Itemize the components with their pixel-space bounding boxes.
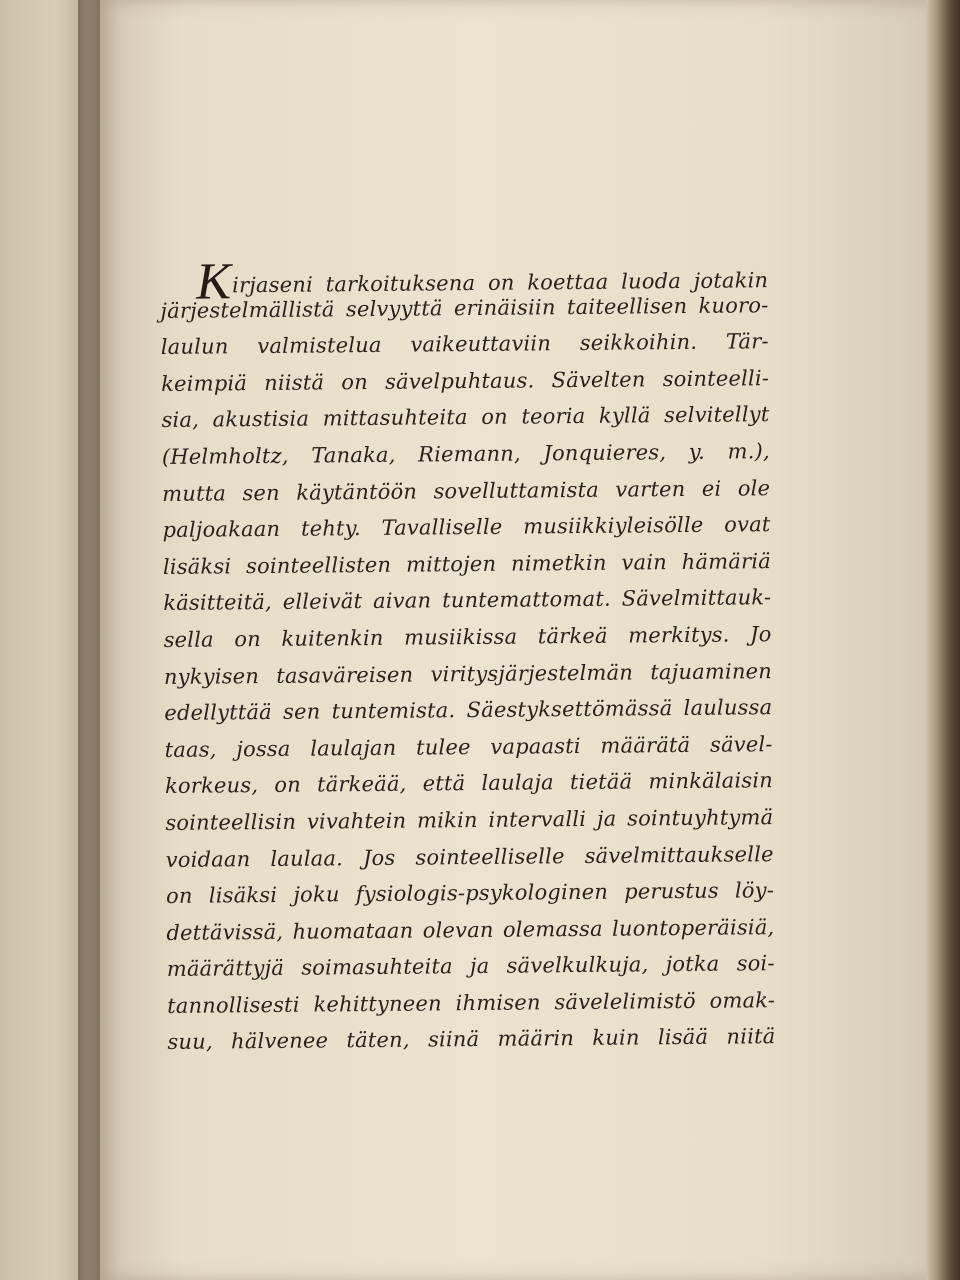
word: lisäksi: [208, 882, 278, 908]
text-line: [161, 366, 769, 408]
word: siinä: [427, 1027, 480, 1052]
word: täten,: [346, 1028, 410, 1053]
word: merkitys.: [628, 622, 730, 648]
word: keimpiä: [161, 370, 248, 396]
word: voidaan: [165, 846, 251, 872]
word: akustisia: [212, 406, 310, 432]
word: kuoro-: [698, 292, 769, 318]
word: on: [274, 772, 302, 798]
word: viritysjärjestelmän: [430, 660, 634, 686]
word: vain: [621, 549, 668, 575]
word: olevan: [422, 917, 494, 943]
body-text: [160, 253, 776, 1067]
word: aivan: [372, 588, 432, 614]
word: laulussa: [683, 695, 773, 721]
text-line: [167, 988, 775, 1030]
word: sointuyhtymä: [627, 805, 774, 831]
word: paljoakaan: [162, 517, 281, 543]
text-line: [164, 659, 772, 701]
word: omak-: [709, 988, 776, 1013]
word: määrätä: [600, 732, 691, 758]
word: hämäriä: [681, 548, 771, 574]
text-line: [163, 585, 771, 627]
word: järjestelmällistä: [160, 296, 335, 323]
word: laulaa.: [270, 845, 344, 871]
word: taiteellisen: [566, 293, 688, 319]
drop-initial: K: [195, 253, 232, 311]
word: sovelluttamista: [433, 477, 600, 503]
word: sointeelliselle: [415, 843, 565, 870]
word: Riemann,: [417, 441, 521, 467]
word: laulaja: [481, 770, 554, 796]
word: sella: [163, 627, 214, 652]
word: löy-: [734, 878, 775, 903]
word: Sävelmittauk-: [621, 585, 772, 611]
word: hälvenee: [230, 1028, 329, 1054]
word: musiikkiyleisölle: [523, 512, 704, 539]
word: koettaa: [527, 269, 609, 295]
text-line: [165, 732, 773, 774]
word: vivahtein: [306, 808, 407, 834]
word: Säestyksettömässä: [466, 696, 673, 723]
word: on: [165, 883, 193, 909]
word: tarkoituksena: [325, 270, 476, 297]
text-line: [166, 915, 774, 957]
word: laulajan: [310, 735, 397, 761]
word: niistä: [264, 370, 325, 395]
text-line: [167, 1025, 775, 1067]
word: fysiologis-psykologinen: [355, 879, 609, 907]
word: teoria: [521, 404, 586, 429]
word: kuin: [592, 1025, 640, 1051]
word: tehty.: [300, 516, 361, 541]
word: kuitenkin: [281, 625, 384, 651]
text-line: [163, 549, 771, 591]
word: Tanaka,: [311, 442, 396, 468]
word: Jos: [362, 845, 396, 870]
word: ja: [469, 954, 490, 979]
word: määrin: [497, 1026, 575, 1052]
text-line: [166, 842, 774, 884]
text-line: [161, 329, 769, 371]
word: minkälaisin: [648, 768, 774, 794]
word: sia,: [161, 408, 200, 433]
word: dettävissä,: [166, 919, 284, 945]
word: kyllä: [598, 403, 651, 429]
word: ihmisen: [455, 990, 541, 1016]
word: sointeellisin: [165, 809, 297, 835]
text-line: [166, 878, 774, 920]
word: m.),: [727, 439, 770, 464]
word: mittasuhteita: [322, 405, 468, 431]
word: elleivät: [282, 589, 363, 615]
text-line: [167, 951, 775, 993]
text-line: [164, 695, 772, 737]
text-line: [161, 403, 769, 445]
word: soimasuhteita: [301, 954, 453, 980]
word: huomataan: [292, 918, 414, 944]
word: mutta: [162, 480, 227, 506]
first-line-text: [232, 268, 768, 297]
word: tajuaminen: [650, 658, 773, 684]
word: on: [487, 270, 515, 295]
word: ole: [737, 475, 771, 501]
page-stack-edge: [926, 0, 960, 1280]
word: tärkeä: [537, 623, 608, 649]
word: taas,: [164, 737, 217, 762]
word: selvyyttä: [345, 295, 443, 321]
word: tuntemista.: [331, 698, 456, 724]
word: sävelmittaukselle: [584, 841, 774, 868]
word: lisää: [657, 1025, 709, 1050]
word: jossa: [236, 736, 291, 762]
word: Tavalliselle: [381, 514, 503, 541]
word: jotka: [665, 951, 720, 977]
text-line: [165, 805, 773, 847]
word: Sävelten: [551, 367, 646, 393]
text-line: [162, 512, 770, 554]
word: sen: [242, 480, 280, 505]
text-line: [162, 476, 770, 518]
word: suu,: [167, 1029, 213, 1055]
word: vaikeuttaviin: [410, 331, 552, 357]
word: käytäntöön: [296, 479, 418, 505]
word: mittojen: [405, 551, 497, 577]
word: on: [481, 405, 508, 430]
word: käsitteitä,: [163, 590, 272, 616]
word: perustus: [624, 878, 719, 904]
word: vapaasti: [490, 733, 581, 759]
word: lisäksi: [162, 554, 232, 579]
word: selvitellyt: [663, 402, 770, 428]
word: musiikissa: [403, 624, 518, 650]
word: laulun: [160, 334, 229, 360]
text-line: [160, 293, 768, 335]
word: on: [234, 626, 262, 652]
word: kehittyneen: [313, 991, 442, 1017]
word: korkeus,: [164, 773, 259, 799]
word: varten: [615, 476, 686, 502]
word: luoda: [621, 269, 682, 294]
word: joku: [293, 882, 340, 907]
word: (Helmholtz,: [161, 443, 289, 469]
word: sointeellisten: [245, 552, 392, 578]
word: ei: [701, 476, 722, 501]
word: sävelkulkuja,: [506, 952, 649, 978]
word: irjaseni: [232, 272, 314, 298]
word: määrättyjä: [166, 956, 285, 982]
text-line: [165, 768, 773, 810]
word: luontoperäisiä,: [611, 914, 775, 941]
word: tärkeää,: [316, 771, 407, 797]
word: että: [422, 771, 466, 796]
word: jotakin: [693, 268, 769, 293]
word: sävelpuhtaus.: [384, 368, 535, 394]
word: Tär-: [725, 329, 769, 354]
word: tulee: [415, 734, 471, 760]
word: soi-: [736, 951, 775, 976]
word: Jo: [749, 622, 772, 647]
word: tasaväreisen: [276, 662, 414, 688]
word: y.: [688, 439, 706, 464]
word: sen: [282, 699, 321, 724]
word: on: [341, 369, 369, 395]
text-line: [164, 622, 772, 664]
word: mikin: [416, 807, 478, 833]
word: intervalli: [488, 806, 587, 832]
word: nimetkin: [510, 550, 607, 576]
word: tietää: [569, 769, 633, 795]
word: erinäisiin: [453, 294, 556, 320]
word: niitä: [726, 1024, 776, 1050]
word: sävelelimistö: [554, 988, 696, 1015]
word: olemassa: [502, 916, 603, 942]
word: tuntemattomat.: [442, 587, 611, 613]
word: ja: [596, 806, 617, 831]
word: sointeelli-: [662, 365, 770, 391]
word: Jonquieres,: [543, 440, 667, 466]
word: sävel-: [709, 731, 773, 757]
word: tannollisesti: [167, 992, 300, 1018]
word: nykyisen: [163, 663, 260, 689]
text-line: [162, 439, 770, 481]
word: edellyttää: [164, 700, 272, 726]
word: valmistelua: [257, 333, 382, 359]
word: ovat: [724, 512, 771, 537]
word: seikkoihin.: [579, 330, 698, 356]
